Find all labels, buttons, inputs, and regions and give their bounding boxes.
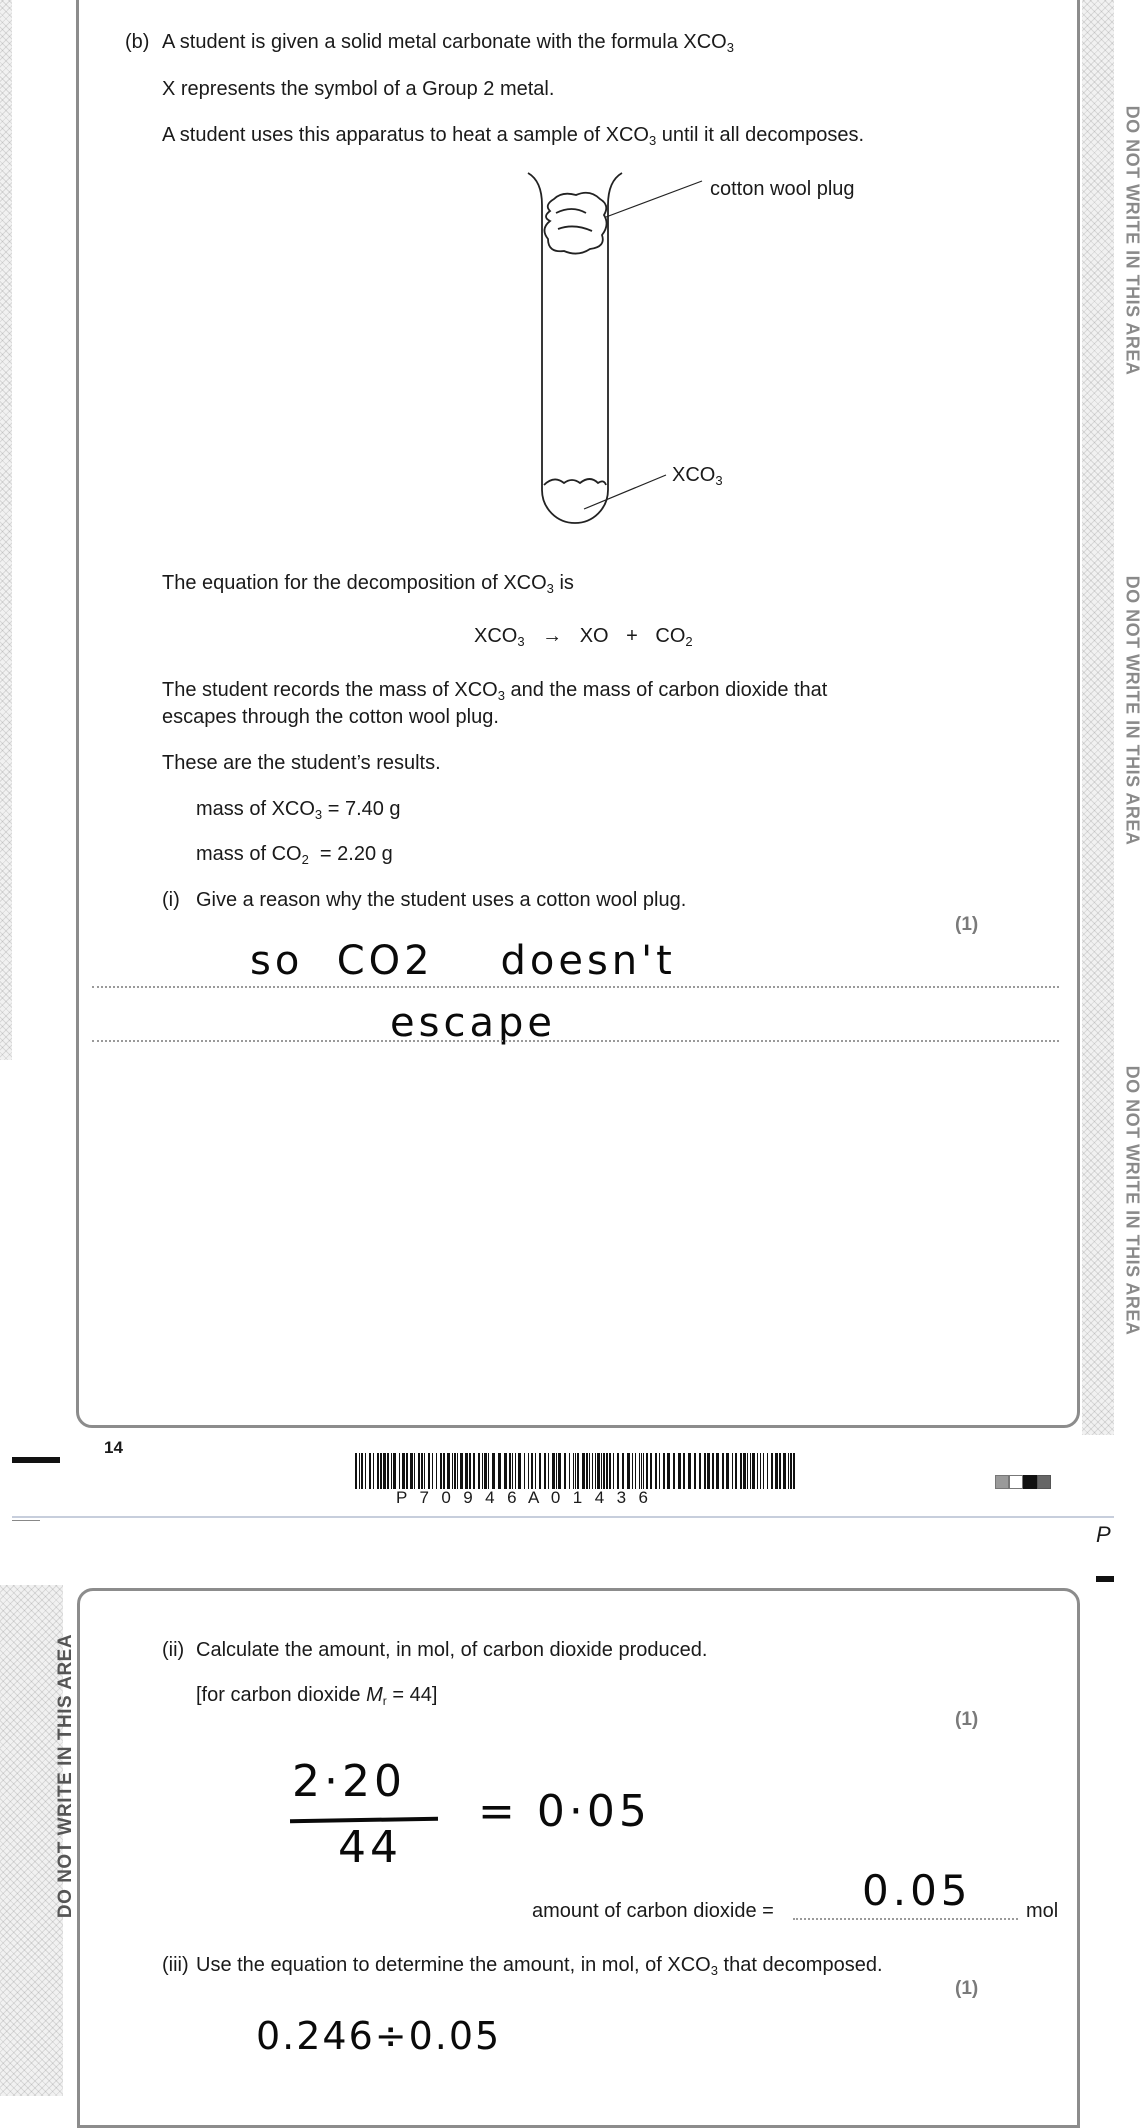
barcode-bar <box>365 1453 366 1489</box>
barcode-bar <box>359 1453 360 1489</box>
answer-line-1[interactable] <box>92 986 1059 988</box>
barcode-bar <box>548 1453 549 1489</box>
barcode-bar <box>504 1453 507 1489</box>
mass-co2: mass of $CO_2 = 2.20$ g <box>196 843 393 867</box>
page-corner-marks <box>995 1475 1051 1494</box>
barcode-bar <box>673 1453 675 1489</box>
barcode-bar <box>606 1453 608 1489</box>
working-ii-numerator: 2·20 <box>292 1756 406 1807</box>
answer-ii-label: amount of carbon dioxide = <box>532 1900 774 1922</box>
barcode-bar <box>460 1453 463 1489</box>
barcode-bar <box>447 1453 450 1489</box>
barcode-bar <box>418 1453 420 1489</box>
part-i-question: Give a reason why the student uses a cotton wool plug. <box>196 889 687 911</box>
barcode-bar <box>716 1453 719 1489</box>
barcode-bar <box>678 1453 681 1489</box>
barcode-bar <box>699 1453 701 1489</box>
barcode-bar <box>632 1453 633 1489</box>
barcode-bar <box>595 1453 596 1489</box>
barcode-bar <box>492 1453 495 1489</box>
working-ii-denominator: 44 <box>338 1822 402 1873</box>
barcode-bar <box>790 1453 792 1489</box>
barcode-bar <box>750 1453 751 1489</box>
barcode-bar <box>589 1453 590 1489</box>
test-tube-right-wall <box>608 173 622 490</box>
barcode-bar <box>783 1453 786 1489</box>
barcode-bar <box>424 1453 425 1489</box>
part-iii-question: Use the equation to determine the amount, in mol, of $XCO_3$ that decomposed. <box>196 1954 883 1978</box>
barcode-text: P 7 0 9 4 6 A 0 1 4 3 6 <box>396 1488 649 1507</box>
barcode-bar <box>779 1453 781 1489</box>
barcode-bar <box>663 1453 665 1489</box>
cotton-wool-texture <box>556 209 592 231</box>
part-i-marks: (1) <box>955 914 979 935</box>
barcode-bar <box>712 1453 714 1489</box>
barcode-bar <box>377 1453 379 1489</box>
side-warning-right-3: DO NOT WRITE IN THIS AREA <box>1122 1065 1142 1336</box>
barcode-bar <box>518 1453 521 1489</box>
barcode-bar <box>763 1453 764 1489</box>
barcode-bar <box>735 1453 737 1489</box>
barcode-bar <box>428 1453 430 1489</box>
part-iii-label: (iii) <box>162 1954 189 1976</box>
barcode-bar <box>775 1453 778 1489</box>
solid-surface <box>544 479 606 485</box>
barcode-bar <box>539 1453 541 1489</box>
test-tube-left-wall <box>528 173 542 490</box>
barcode-bar <box>544 1453 546 1489</box>
barcode-bar <box>609 1453 611 1489</box>
barcode-bar <box>613 1453 614 1489</box>
barcode-bar <box>558 1453 561 1489</box>
barcode-bar <box>757 1453 758 1489</box>
intro-line-1: A student is given a solid metal carbonate with the formula $XCO_3$ <box>162 31 734 55</box>
solid-label-leader <box>584 475 666 509</box>
barcode-bar <box>743 1453 746 1489</box>
barcode-bar <box>465 1453 468 1489</box>
barcode-bar <box>726 1453 729 1489</box>
barcode-bar <box>688 1453 691 1489</box>
barcode-bar <box>586 1453 588 1489</box>
answer-i-handwriting-line-1: so CO2 doesn't <box>250 938 676 984</box>
barcode-bar <box>399 1453 400 1489</box>
part-ii-question: Calculate the amount, in mol, of carbon dioxide produced. <box>196 1639 708 1661</box>
intro-line-2: X represents the symbol of a Group 2 metal. <box>162 78 555 100</box>
mass-xco3: mass of $XCO_3 = 7.40$ g <box>196 798 401 822</box>
barcode-bar <box>406 1453 408 1489</box>
barcode-bar <box>659 1453 660 1489</box>
barcode-bar <box>509 1453 511 1489</box>
barcode-bar <box>484 1453 487 1489</box>
barcode-bar <box>524 1453 525 1489</box>
test-tube-base <box>542 490 608 523</box>
label-xco3: $XCO_3$ <box>672 464 723 488</box>
barcode-bar <box>740 1453 742 1489</box>
decomposition-equation: $XCO_3$ → XO + $CO_2$ <box>474 625 693 649</box>
question-panel-page-15 <box>77 1588 1080 2128</box>
side-warning-right-1: DO NOT WRITE IN THIS AREA <box>1122 105 1142 376</box>
left-margin-hatch-top <box>0 0 12 1060</box>
barcode-bar <box>643 1453 644 1489</box>
working-ii-result: = 0·05 <box>478 1786 651 1837</box>
barcode-bar <box>387 1453 389 1489</box>
barcode-bar <box>793 1453 795 1489</box>
barcode-bar <box>469 1453 471 1489</box>
answer-ii-unit: mol <box>1026 1900 1059 1922</box>
barcode <box>355 1453 800 1493</box>
barcode-bar <box>622 1453 624 1489</box>
barcode-bar <box>369 1453 371 1489</box>
barcode-bar <box>747 1453 748 1489</box>
barcode-bar <box>556 1453 557 1489</box>
intro-line-3: A student uses this apparatus to heat a sample of $XCO_3$ until it all decomposes. <box>162 124 865 148</box>
barcode-bar <box>707 1453 710 1489</box>
barcode-bar <box>732 1453 733 1489</box>
barcode-bar <box>627 1453 630 1489</box>
barcode-bar <box>577 1453 579 1489</box>
corner-rule <box>1096 1576 1114 1582</box>
barcode-bar <box>635 1453 636 1489</box>
barcode-bar <box>531 1453 533 1489</box>
barcode-bar <box>655 1453 657 1489</box>
barcode-bar <box>457 1453 458 1489</box>
barcode-bar <box>667 1453 670 1489</box>
part-ii-label: (ii) <box>162 1639 185 1661</box>
barcode-bar <box>650 1453 652 1489</box>
plug-label-leader <box>606 181 702 217</box>
barcode-bar <box>582 1453 585 1489</box>
barcode-bar <box>421 1453 423 1489</box>
barcode-bar <box>515 1453 516 1489</box>
barcode-bar <box>575 1453 576 1489</box>
barcode-bar <box>391 1453 392 1489</box>
equation-intro: The equation for the decomposition of $XCO_3$ is <box>162 572 574 596</box>
label-cotton-wool-plug: cotton wool plug <box>710 178 855 200</box>
barcode-bar <box>436 1453 437 1489</box>
test-tube-diagram <box>520 165 730 545</box>
barcode-bar <box>569 1453 570 1489</box>
barcode-bar <box>488 1453 489 1489</box>
barcode-bar <box>373 1453 374 1489</box>
barcode-bar <box>601 1453 602 1489</box>
part-iii-marks: (1) <box>955 1978 979 1999</box>
barcode-bar <box>355 1453 357 1489</box>
barcode-bar <box>432 1453 433 1489</box>
cotton-wool-plug <box>544 193 606 254</box>
part-i-label: (i) <box>162 889 180 911</box>
side-warning-right-2: DO NOT WRITE IN THIS AREA <box>1122 575 1142 846</box>
barcode-bar <box>592 1453 593 1489</box>
barcode-bar <box>639 1453 640 1489</box>
barcode-bar <box>683 1453 685 1489</box>
barcode-bar <box>473 1453 475 1489</box>
answer-ii-value: 0.05 <box>862 1866 972 1915</box>
barcode-bar <box>393 1453 396 1489</box>
barcode-bar <box>641 1453 642 1489</box>
barcode-bar <box>694 1453 696 1489</box>
barcode-bar <box>454 1453 456 1489</box>
barcode-bar <box>478 1453 480 1489</box>
barcode-bar <box>646 1453 648 1489</box>
barcode-bar <box>752 1453 755 1489</box>
barcode-bar <box>512 1453 513 1489</box>
barcode-bar <box>767 1453 768 1489</box>
page-separator-short <box>12 1520 40 1521</box>
barcode-bar <box>383 1453 386 1489</box>
barcode-bar <box>380 1453 382 1489</box>
barcode-bar <box>564 1453 566 1489</box>
barcode-bar <box>482 1453 483 1489</box>
answer-i-handwriting-line-2: escape <box>390 1000 556 1046</box>
barcode-bar <box>597 1453 600 1489</box>
records-line-1: The student records the mass of $XCO_3$ and the mass of carbon dioxide that <box>162 679 828 703</box>
barcode-bar <box>535 1453 536 1489</box>
barcode-bar <box>617 1453 619 1489</box>
barcode-bar <box>361 1453 363 1489</box>
barcode-bar <box>443 1453 445 1489</box>
part-ii-data: [for carbon dioxide $M_r = 44$] <box>196 1684 438 1708</box>
answer-line-2[interactable] <box>92 1040 1059 1042</box>
page-number: 14 <box>104 1438 123 1457</box>
barcode-bar <box>414 1453 415 1489</box>
barcode-bar <box>440 1453 442 1489</box>
barcode-bar <box>402 1453 405 1489</box>
records-line-2: escapes through the cotton wool plug. <box>162 706 499 728</box>
side-warning-left: DO NOT WRITE IN THIS AREA <box>55 1633 77 1919</box>
results-intro: These are the student’s results. <box>162 752 441 774</box>
barcode-bar <box>704 1453 706 1489</box>
barcode-bar <box>760 1453 761 1489</box>
barcode-bar <box>573 1453 574 1489</box>
page-separator <box>12 1516 1114 1518</box>
working-iii: 0.246÷0.05 <box>256 2014 502 2058</box>
answer-ii-line[interactable] <box>793 1918 1018 1920</box>
question-label-b: (b) <box>125 31 150 53</box>
barcode-bar <box>771 1453 773 1489</box>
barcode-bar <box>498 1453 501 1489</box>
footer-rule-left <box>12 1457 60 1463</box>
barcode-bar <box>603 1453 605 1489</box>
right-margin-hatch-top <box>1082 0 1114 1435</box>
barcode-bar <box>452 1453 453 1489</box>
left-margin-hatch-bottom <box>0 1585 63 2096</box>
barcode-bar <box>788 1453 789 1489</box>
corner-letter: P <box>1096 1522 1111 1547</box>
part-ii-marks: (1) <box>955 1709 979 1730</box>
barcode-bar <box>722 1453 724 1489</box>
barcode-bar <box>528 1453 529 1489</box>
barcode-bar <box>410 1453 413 1489</box>
barcode-bar <box>552 1453 555 1489</box>
